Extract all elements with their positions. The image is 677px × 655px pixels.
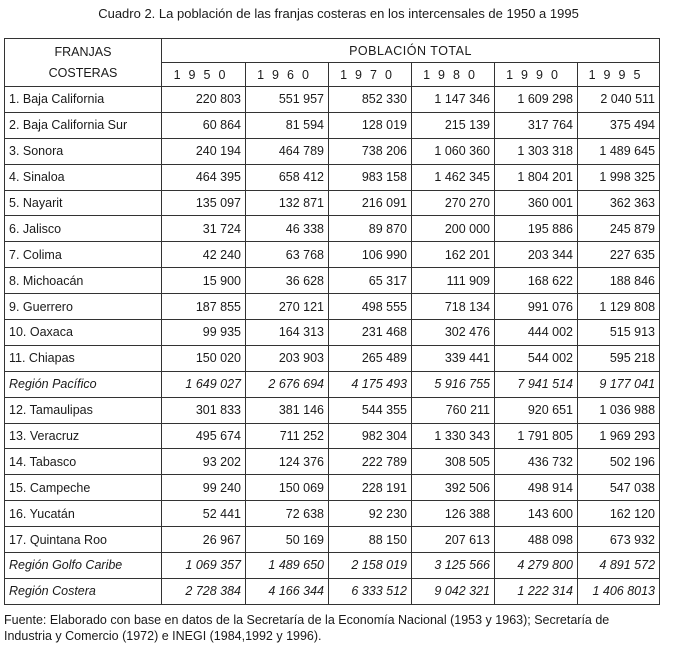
cell-1960: 36 628: [246, 268, 329, 294]
cell-1980: 126 388: [412, 501, 495, 527]
cell-1995: 2 040 511: [578, 87, 660, 113]
cell-1980: 302 476: [412, 320, 495, 346]
cell-1950: 93 202: [162, 449, 246, 475]
cell-1960: 46 338: [246, 216, 329, 242]
cell-1995: 515 913: [578, 320, 660, 346]
cell-1950: 464 395: [162, 164, 246, 190]
cell-1995: 375 494: [578, 112, 660, 138]
cell-1995: 547 038: [578, 475, 660, 501]
region-total-row: [5, 371, 660, 397]
cell-1995: 1 969 293: [578, 423, 660, 449]
cell-1950: 1 069 357: [162, 553, 246, 579]
cell-1950: 187 855: [162, 294, 246, 320]
row-label: Región Golfo Caribe: [5, 553, 162, 579]
header-year-1950: 1950: [162, 63, 246, 87]
cell-1980: 207 613: [412, 527, 495, 553]
table-row: [5, 475, 660, 501]
row-label: 17. Quintana Roo: [5, 527, 162, 553]
cell-1960: 711 252: [246, 423, 329, 449]
cell-1995: 1 998 325: [578, 164, 660, 190]
cell-1960: 464 789: [246, 138, 329, 164]
cell-1980: 760 211: [412, 397, 495, 423]
table-row: [5, 501, 660, 527]
cell-1950: 99 935: [162, 320, 246, 346]
cell-1970: 92 230: [329, 501, 412, 527]
cell-1995: 502 196: [578, 449, 660, 475]
cell-1980: 1 060 360: [412, 138, 495, 164]
cell-1980: 270 270: [412, 190, 495, 216]
cell-1970: 6 333 512: [329, 578, 412, 604]
cell-1950: 301 833: [162, 397, 246, 423]
table-row: [5, 112, 660, 138]
cell-1970: 983 158: [329, 164, 412, 190]
cell-1960: 1 489 650: [246, 553, 329, 579]
cell-1995: 1 036 988: [578, 397, 660, 423]
row-label: 14. Tabasco: [5, 449, 162, 475]
cell-1970: 65 317: [329, 268, 412, 294]
row-label: 5. Nayarit: [5, 190, 162, 216]
row-label: Región Pacífico: [5, 371, 162, 397]
header-label-line1: FRANJAS: [54, 44, 112, 59]
cell-1970: 222 789: [329, 449, 412, 475]
cell-1950: 52 441: [162, 501, 246, 527]
cell-1980: 1 147 346: [412, 87, 495, 113]
cell-1990: 436 732: [495, 449, 578, 475]
cell-1960: 81 594: [246, 112, 329, 138]
cell-1960: 150 069: [246, 475, 329, 501]
row-label: 4. Sinaloa: [5, 164, 162, 190]
row-label: 15. Campeche: [5, 475, 162, 501]
cell-1960: 132 871: [246, 190, 329, 216]
cell-1960: 658 412: [246, 164, 329, 190]
header-year-1980: 1980: [412, 63, 495, 87]
cell-1950: 1 649 027: [162, 371, 246, 397]
row-label: 6. Jalisco: [5, 216, 162, 242]
cell-1950: 495 674: [162, 423, 246, 449]
cell-1990: 444 002: [495, 320, 578, 346]
cell-1950: 31 724: [162, 216, 246, 242]
table-row: [5, 242, 660, 268]
cell-1960: 63 768: [246, 242, 329, 268]
cell-1970: 498 555: [329, 294, 412, 320]
row-label: 16. Yucatán: [5, 501, 162, 527]
source-line-1: Fuente: Elaborado con base en datos de la Secretaría de la Economía Nacional (1953 y 1963); Secretaría de: [4, 613, 610, 627]
cell-1970: 106 990: [329, 242, 412, 268]
header-year-1990: 1990: [495, 63, 578, 87]
row-label: 13. Veracruz: [5, 423, 162, 449]
cell-1995: 595 218: [578, 345, 660, 371]
cell-1960: 2 676 694: [246, 371, 329, 397]
row-label: 10. Oaxaca: [5, 320, 162, 346]
cell-1990: 143 600: [495, 501, 578, 527]
cell-1960: 4 166 344: [246, 578, 329, 604]
table-row: [5, 294, 660, 320]
cell-1995: 4 891 572: [578, 553, 660, 579]
cell-1995: 188 846: [578, 268, 660, 294]
cell-1980: 162 201: [412, 242, 495, 268]
cell-1990: 991 076: [495, 294, 578, 320]
cell-1980: 392 506: [412, 475, 495, 501]
cell-1970: 88 150: [329, 527, 412, 553]
cell-1970: 852 330: [329, 87, 412, 113]
cell-1950: 60 864: [162, 112, 246, 138]
cell-1950: 42 240: [162, 242, 246, 268]
header-label-line2: COSTERAS: [48, 65, 118, 80]
cell-1990: 544 002: [495, 345, 578, 371]
table-caption: Cuadro 2. La población de las franjas costeras en los intercensales de 1950 a 1995: [98, 6, 579, 21]
table-row: [5, 216, 660, 242]
region-total-row: [5, 578, 660, 604]
table-row: [5, 423, 660, 449]
cell-1960: 203 903: [246, 345, 329, 371]
table-row: [5, 87, 660, 113]
row-label: 2. Baja California Sur: [5, 112, 162, 138]
cell-1950: 2 728 384: [162, 578, 246, 604]
cell-1960: 270 121: [246, 294, 329, 320]
region-total-row: [5, 553, 660, 579]
cell-1970: 2 158 019: [329, 553, 412, 579]
cell-1970: 265 489: [329, 345, 412, 371]
cell-1960: 124 376: [246, 449, 329, 475]
cell-1950: 135 097: [162, 190, 246, 216]
cell-1980: 111 909: [412, 268, 495, 294]
cell-1960: 381 146: [246, 397, 329, 423]
cell-1995: 245 879: [578, 216, 660, 242]
cell-1990: 920 651: [495, 397, 578, 423]
cell-1970: 4 175 493: [329, 371, 412, 397]
cell-1990: 1 609 298: [495, 87, 578, 113]
cell-1980: 200 000: [412, 216, 495, 242]
cell-1995: 1 489 645: [578, 138, 660, 164]
cell-1980: 9 042 321: [412, 578, 495, 604]
cell-1960: 164 313: [246, 320, 329, 346]
cell-1990: 1 804 201: [495, 164, 578, 190]
row-label: 11. Chiapas: [5, 345, 162, 371]
source-line-2: Industria y Comercio (1972) e INEGI (1984,1992 y 1996).: [4, 629, 322, 643]
cell-1990: 203 344: [495, 242, 578, 268]
cell-1980: 1 462 345: [412, 164, 495, 190]
cell-1980: 308 505: [412, 449, 495, 475]
cell-1970: 544 355: [329, 397, 412, 423]
cell-1995: 227 635: [578, 242, 660, 268]
cell-1950: 26 967: [162, 527, 246, 553]
cell-1980: 3 125 566: [412, 553, 495, 579]
cell-1960: 72 638: [246, 501, 329, 527]
cell-1960: 551 957: [246, 87, 329, 113]
cell-1970: 231 468: [329, 320, 412, 346]
cell-1970: 228 191: [329, 475, 412, 501]
table-row: [5, 164, 660, 190]
table-row: [5, 320, 660, 346]
header-row-group: [5, 39, 660, 63]
table-row: [5, 138, 660, 164]
row-label: Región Costera: [5, 578, 162, 604]
cell-1995: 673 932: [578, 527, 660, 553]
cell-1950: 15 900: [162, 268, 246, 294]
row-label: 12. Tamaulipas: [5, 397, 162, 423]
cell-1990: 168 622: [495, 268, 578, 294]
cell-1980: 718 134: [412, 294, 495, 320]
cell-1990: 498 914: [495, 475, 578, 501]
row-label: 3. Sonora: [5, 138, 162, 164]
cell-1990: 488 098: [495, 527, 578, 553]
cell-1970: 128 019: [329, 112, 412, 138]
header-franjas-costeras: [5, 39, 162, 87]
cell-1990: 7 941 514: [495, 371, 578, 397]
cell-1970: 89 870: [329, 216, 412, 242]
cell-1950: 240 194: [162, 138, 246, 164]
table-row: [5, 527, 660, 553]
cell-1990: 1 222 314: [495, 578, 578, 604]
table-row: [5, 449, 660, 475]
cell-1970: 216 091: [329, 190, 412, 216]
cell-1990: 1 303 318: [495, 138, 578, 164]
header-poblacion-total: POBLACIÓN TOTAL: [162, 39, 660, 63]
cell-1980: 1 330 343: [412, 423, 495, 449]
row-label: 9. Guerrero: [5, 294, 162, 320]
cell-1970: 738 206: [329, 138, 412, 164]
header-year-1995: 1995: [578, 63, 660, 87]
table-row: [5, 397, 660, 423]
cell-1995: 1 129 808: [578, 294, 660, 320]
cell-1990: 4 279 800: [495, 553, 578, 579]
population-table: [4, 38, 660, 605]
table-row: [5, 345, 660, 371]
cell-1990: 317 764: [495, 112, 578, 138]
cell-1990: 360 001: [495, 190, 578, 216]
cell-1980: 339 441: [412, 345, 495, 371]
table-row: [5, 268, 660, 294]
cell-1950: 220 803: [162, 87, 246, 113]
table-row: [5, 190, 660, 216]
cell-1995: 362 363: [578, 190, 660, 216]
cell-1995: 1 406 8013: [578, 578, 660, 604]
cell-1990: 195 886: [495, 216, 578, 242]
cell-1970: 982 304: [329, 423, 412, 449]
header-year-1960: 1960: [246, 63, 329, 87]
cell-1980: 5 916 755: [412, 371, 495, 397]
cell-1980: 215 139: [412, 112, 495, 138]
row-label: 1. Baja California: [5, 87, 162, 113]
cell-1995: 162 120: [578, 501, 660, 527]
cell-1960: 50 169: [246, 527, 329, 553]
row-label: 7. Colima: [5, 242, 162, 268]
source-note: [4, 612, 674, 644]
header-year-1970: 1970: [329, 63, 412, 87]
cell-1950: 99 240: [162, 475, 246, 501]
cell-1950: 150 020: [162, 345, 246, 371]
cell-1995: 9 177 041: [578, 371, 660, 397]
cell-1990: 1 791 805: [495, 423, 578, 449]
row-label: 8. Michoacán: [5, 268, 162, 294]
